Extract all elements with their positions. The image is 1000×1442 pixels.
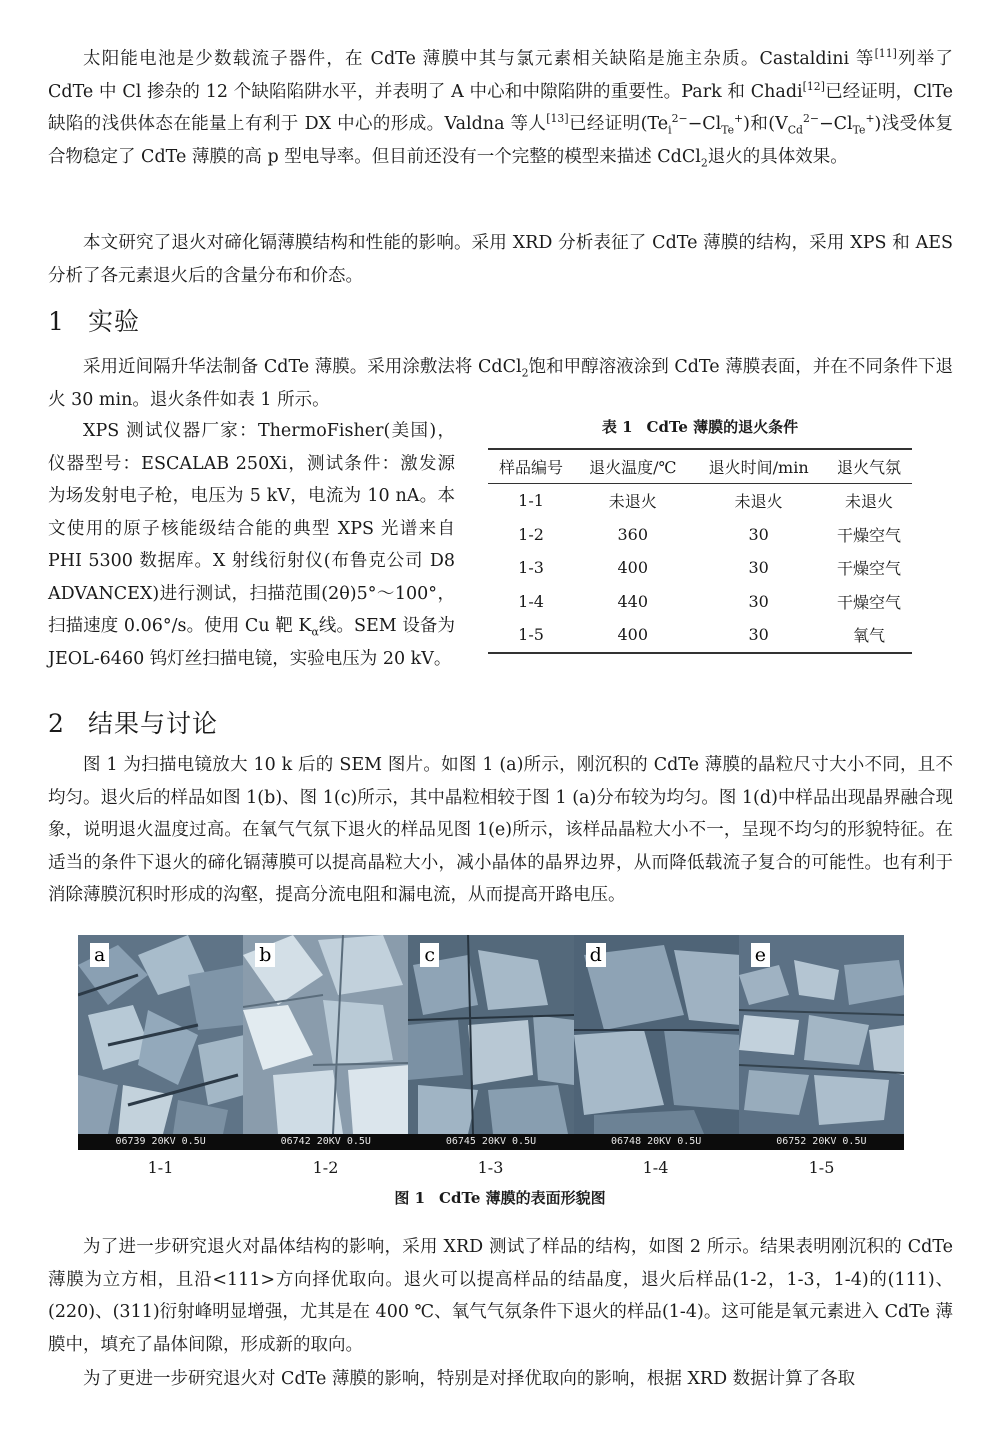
sem-image-c: [408, 935, 573, 1150]
sem-image-b: [243, 935, 408, 1150]
table-row: [488, 484, 912, 518]
annealing-conditions-table: [488, 448, 912, 654]
sem-sample-label: 1-1: [147, 1158, 174, 1177]
table-cell: 30: [748, 558, 769, 578]
superscript: +: [865, 112, 875, 126]
subscript: i: [668, 123, 672, 137]
intro-paragraph-1: [48, 43, 953, 173]
sem-panel-d: [574, 935, 739, 1150]
subscript: α: [311, 625, 319, 639]
intro-text: 太阳能电池是少数载流子器件，在 CdTe 薄膜中其与氯元素相关缺陷是施主杂质。Castaldini 等: [83, 49, 875, 69]
section-number: 1: [48, 307, 65, 336]
body-text: 线。SEM 设备为 JEOL-6460 钨灯丝扫描电镜，实验电压为 20 kV。: [48, 616, 455, 669]
results-paragraph-2: 为了进一步研究退火对晶体结构的影响，采用 XRD 测试了样品的结构，如图 2 所示。结果表明刚沉积的 CdTe 薄膜为立方相，且沿<111>方向择优取向。退火可以提高样品的结晶度，退火后样品(1-2，1-3，1-4)的(111)、(220)、(311)衍射峰明显增强，尤其是在 400 ℃、氧气气氛条件下退火的样品(1-4)。这可能是氧元素进入 CdTe 薄膜中，填充了晶体间隙，形成新的取向。: [48, 1237, 953, 1355]
table-row: [488, 518, 912, 552]
intro-text: )浅受体复合物稳定了 CdTe 薄膜的高 p 型电导率。但目前还没有一个完整的模型来描述 CdCl: [48, 114, 953, 167]
citation: [11]: [874, 47, 897, 61]
citation: [13]: [546, 112, 569, 126]
table-header-cell: 退火温度/℃: [574, 449, 691, 484]
table-cell: 干燥空气: [836, 592, 901, 612]
citation: [12]: [802, 79, 825, 93]
sem-figure: [78, 935, 904, 1150]
table-cell: 360: [617, 524, 649, 544]
table-header-cell: 退火气氛: [826, 449, 912, 484]
table-cell: 1-5: [488, 618, 574, 653]
table-cell: 干燥空气: [836, 525, 901, 545]
sem-image-a: [78, 935, 243, 1150]
figure-caption: [0, 1187, 1000, 1208]
sem-image-e: [739, 935, 904, 1150]
subscript: Te: [721, 123, 735, 137]
table-cell: 未退火: [734, 492, 783, 512]
table-cell: 未退火: [608, 492, 657, 512]
subscript: 2: [521, 366, 529, 380]
table-header-cell: 样品编号: [488, 449, 574, 484]
body-text: XPS 测试仪器厂家：ThermoFisher(美国)，仪器型号：ESCALAB 250Xi，测试条件：激发源为场发射电子枪，电压为 5 kV，电流为 10 nA。本文使用的原子核能级结合能的典型 XPS 光谱来自 PHI 5300 数据库。X 射线衍射仪(布鲁克公司 D8 ADVANCEX)进行测试，扫描范围(2θ)5°～100°，扫描速度 0.06°/s。使用 Cu 靶 K: [48, 421, 455, 636]
table-header-cell: 退火时间/min: [691, 449, 825, 484]
results-paragraph-3: 为了更进一步研究退火对 CdTe 薄膜的影响，特别是对择优取向的影响，根据 XRD 数据计算了各取: [83, 1369, 856, 1389]
body-text: 饱和甲醇溶液涂到 CdTe 薄膜表面，并在不同条件下退火 30 min。退火条件如表 1 所示。: [48, 357, 954, 410]
panel-letter: d: [586, 943, 606, 967]
table-cell: 440: [617, 591, 649, 611]
figure-label: 图 1: [394, 1189, 426, 1207]
panel-letter: a: [90, 943, 109, 967]
sem-sample-label: 1-5: [808, 1158, 835, 1177]
table-cell: 1-2: [518, 524, 544, 544]
subscript: Cd: [787, 123, 803, 137]
table-cell: 1-1: [518, 491, 544, 511]
table-cell: 未退火: [844, 492, 893, 512]
sem-scale-bar: 06748 20KV 0.5U: [574, 1134, 739, 1150]
table-cell: 30: [691, 618, 825, 653]
experiment-paragraph-2: [48, 415, 455, 675]
table-cell: 30: [748, 524, 769, 544]
section-number: 2: [48, 709, 65, 738]
sem-scale-bar: 06739 20KV 0.5U: [78, 1134, 243, 1150]
subscript: Te: [852, 123, 866, 137]
sem-sample-label: 1-4: [642, 1158, 669, 1177]
table-header-row: [488, 449, 912, 484]
superscript: 2−: [802, 112, 819, 126]
section-title: 结果与讨论: [88, 709, 219, 738]
table-label: 表 1: [601, 418, 633, 436]
table-title: CdTe 薄膜的退火条件: [646, 418, 799, 436]
intro-text: 列举了 CdTe 中 Cl 掺杂的 12 个缺陷陷阱水平，并表明了 A 中心和中隙陷阱的重要性。Park 和 Chadi: [48, 49, 953, 102]
panel-letter: b: [255, 943, 275, 967]
figure-title: CdTe 薄膜的表面形貌图: [439, 1189, 606, 1207]
sem-panel-c: [408, 935, 573, 1150]
experiment-paragraph-1: [48, 351, 953, 416]
superscript: 2−: [671, 112, 688, 126]
table-row: [488, 618, 912, 653]
intro-text: 已经证明，ClTe 缺陷的浅供体态在能量上有利于 DX 中心的形成。Valdna 等人: [48, 81, 953, 134]
table-cell: 1-3: [518, 558, 544, 578]
table-caption: [488, 416, 912, 437]
intro-text: )和(V: [743, 114, 788, 134]
table-cell: 1-4: [518, 591, 544, 611]
intro-text: −Cl: [687, 114, 722, 134]
table-row: [488, 551, 912, 585]
sem-scale-bar: 06745 20KV 0.5U: [408, 1134, 573, 1150]
panel-letter: e: [751, 943, 770, 967]
sem-panel-a: [78, 935, 243, 1150]
intro-text: −Cl: [818, 114, 853, 134]
panel-letter: c: [420, 943, 439, 967]
sem-scale-bar: 06742 20KV 0.5U: [243, 1134, 408, 1150]
body-text: 采用近间隔升华法制备 CdTe 薄膜。采用涂敷法将 CdCl: [83, 357, 522, 377]
section-heading-results: [48, 704, 218, 740]
superscript: +: [734, 112, 744, 126]
sem-panel-b: [243, 935, 408, 1150]
sem-sample-label: 1-3: [477, 1158, 504, 1177]
table-cell: 氧气: [826, 618, 912, 653]
sem-scale-bar: 06752 20KV 0.5U: [739, 1134, 904, 1150]
section-heading-experiment: [48, 302, 140, 338]
table-cell: 30: [748, 591, 769, 611]
sem-sample-label: 1-2: [312, 1158, 339, 1177]
table-cell: 干燥空气: [836, 559, 901, 579]
sem-image-d: [574, 935, 739, 1150]
subscript: 2: [700, 156, 708, 169]
intro-text: 退火的具体效果。: [707, 146, 848, 167]
table-row: [488, 585, 912, 619]
sem-panel-e: [739, 935, 904, 1150]
intro-paragraph-2: 本文研究了退火对碲化镉薄膜结构和性能的影响。采用 XRD 分析表征了 CdTe 薄膜的结构，采用 XPS 和 AES 分析了各元素退火后的含量分布和价态。: [48, 233, 953, 286]
results-paragraph-1: 图 1 为扫描电镜放大 10 k 后的 SEM 图片。如图 1 (a)所示，刚沉积的 CdTe 薄膜的晶粒尺寸大小不同，且不均匀。退火后的样品如图 1(b)、图 1(c)所示，其中晶粒相较于图 1 (a)分布较为均匀。图 1(d)中样品出现晶界融合现象，说明退火温度过高。在氧气气氛下退火的样品见图 1(e)所示，该样品晶粒大小不一，呈现不均匀的形貌特征。在适当的条件下退火的碲化镉薄膜可以提高晶粒大小，减小晶体的晶界边界，从而降低载流子复合的可能性。也有利于消除薄膜沉积时形成的沟壑，提高分流电阻和漏电流，从而提高开路电压。: [48, 755, 953, 905]
section-title: 实验: [88, 307, 141, 336]
table-cell: 400: [574, 618, 691, 653]
intro-text: 已经证明(Te: [568, 114, 669, 134]
table-cell: 400: [617, 558, 649, 578]
